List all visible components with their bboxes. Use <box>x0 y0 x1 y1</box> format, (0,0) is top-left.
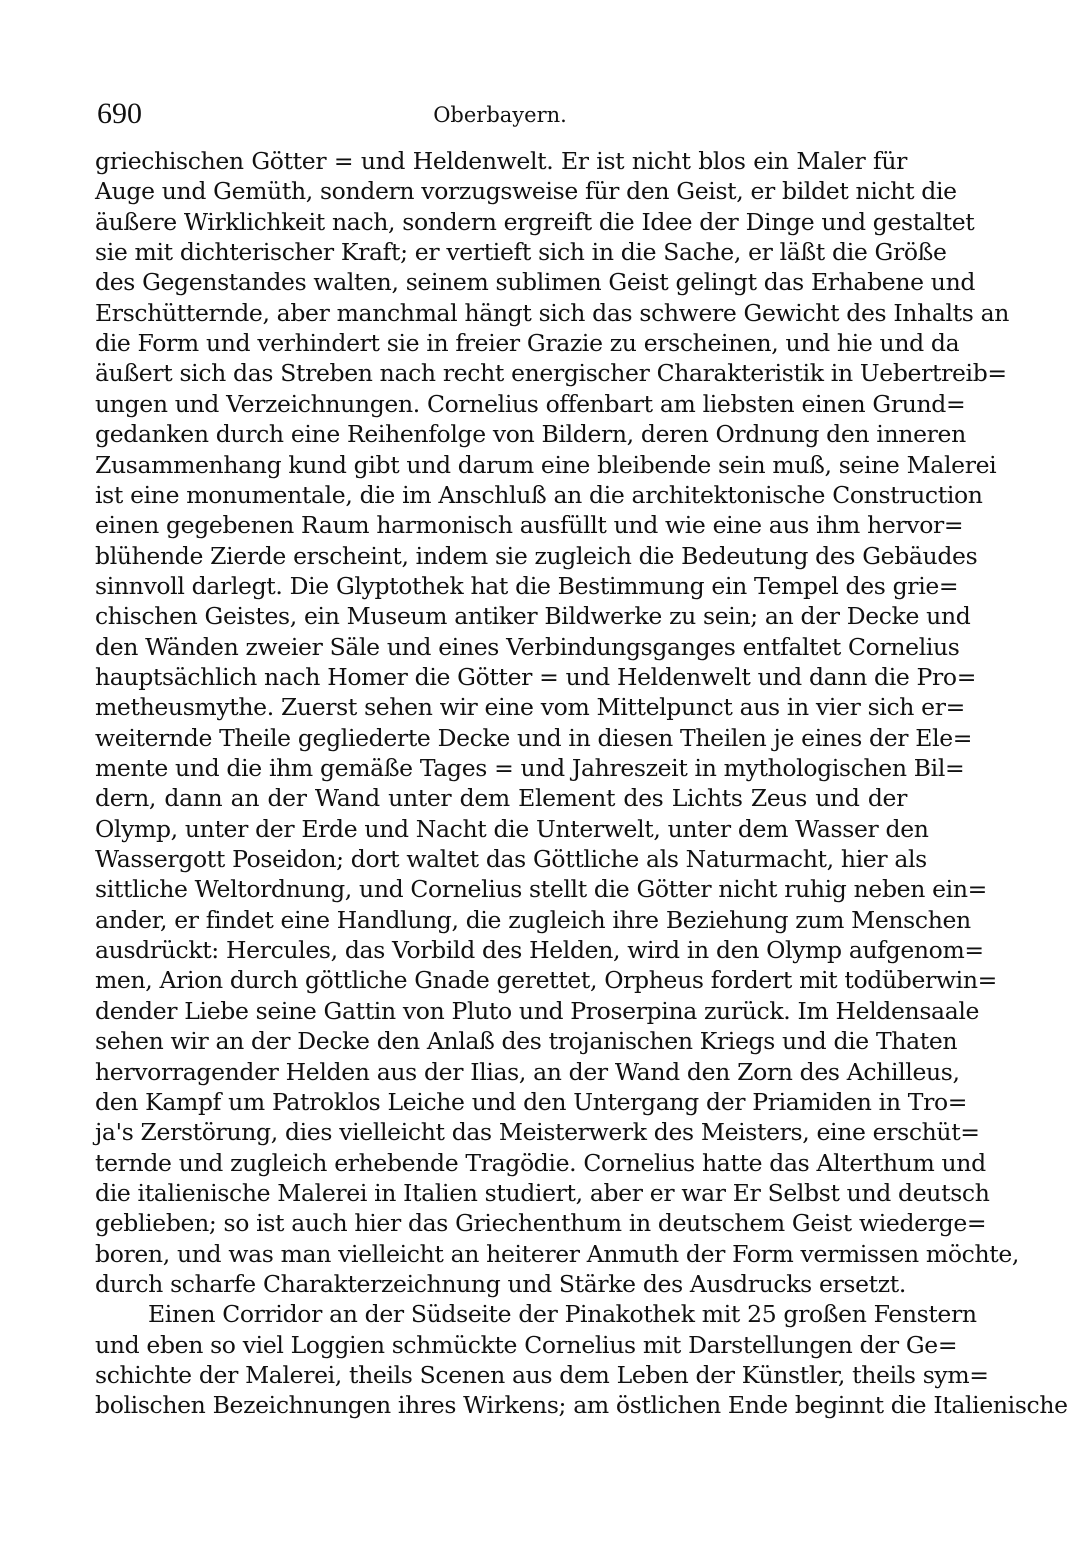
text-line: ist eine monumentale, die im Anschluß an die architektonische Construction <box>95 481 983 509</box>
text-line: bolischen Bezeichnungen ihres Wirkens; am östlichen Ende beginnt die Italienische <box>95 1391 1068 1419</box>
text-line: ternde und zugleich erhebende Tragödie. Cornelius hatte das Alterthum und <box>95 1149 986 1177</box>
text-line: dender Liebe seine Gattin von Pluto und Proserpina zurück. Im Heldensaale <box>95 997 980 1025</box>
running-head: Oberbayern. <box>433 103 567 127</box>
text-line: Einen Corridor an der Südseite der Pinakothek mit 25 großen Fenstern <box>148 1300 977 1328</box>
text-line: geblieben; so ist auch hier das Griechenthum in deutschem Geist wiederge= <box>95 1209 987 1237</box>
text-line: hauptsächlich nach Homer die Götter = und Heldenwelt und dann die Pro= <box>95 663 977 691</box>
text-line: die Form und verhindert sie in freier Grazie zu erscheinen, und hie und da <box>95 329 960 357</box>
text-line: Olymp, unter der Erde und Nacht die Unterwelt, unter dem Wasser den <box>95 815 929 843</box>
text-line: Wassergott Poseidon; dort waltet das Göttliche als Naturmacht, hier als <box>95 845 927 873</box>
text-line: blühende Zierde erscheint, indem sie zugleich die Bedeutung des Gebäudes <box>95 542 978 570</box>
text-line: griechischen Götter = und Heldenwelt. Er ist nicht blos ein Maler für <box>95 147 907 175</box>
text-line: den Wänden zweier Säle und eines Verbindungsganges entfaltet Cornelius <box>95 633 960 661</box>
text-line: durch scharfe Charakterzeichnung und Stärke des Ausdrucks ersetzt. <box>95 1270 906 1298</box>
text-line: metheusmythe. Zuerst sehen wir eine vom Mittelpunct aus in vier sich er= <box>95 693 965 721</box>
text-line: den Kampf um Patroklos Leiche und den Untergang der Priamiden in Tro= <box>95 1088 968 1116</box>
text-line: sehen wir an der Decke den Anlaß des trojanischen Kriegs und die Thaten <box>95 1027 958 1055</box>
text-line: ja's Zerstörung, dies vielleicht das Meisterwerk des Meisters, eine erschüt= <box>95 1118 980 1146</box>
text-line: Erschütternde, aber manchmal hängt sich das schwere Gewicht des Inhalts an <box>95 299 1010 327</box>
page-number: 690 <box>97 97 142 130</box>
text-line: Zusammenhang kund gibt und darum eine bleibende sein muß, seine Malerei <box>95 451 997 479</box>
text-line: ungen und Verzeichnungen. Cornelius offenbart am liebsten einen Grund= <box>95 390 966 418</box>
text-line: äußere Wirklichkeit nach, sondern ergreift die Idee der Dinge und gestaltet <box>95 208 975 236</box>
text-line: mente und die ihm gemäße Tages = und Jahreszeit in mythologischen Bil= <box>95 754 965 782</box>
text-line: die italienische Malerei in Italien studiert, aber er war Er Selbst und deutsch <box>95 1179 990 1207</box>
text-line: schichte der Malerei, theils Scenen aus dem Leben der Künstler, theils sym= <box>95 1361 989 1389</box>
text-line: und eben so viel Loggien schmückte Cornelius mit Darstellungen der Ge= <box>95 1331 958 1359</box>
text-line: chischen Geistes, ein Museum antiker Bildwerke zu sein; an der Decke und <box>95 602 971 630</box>
text-line: ausdrückt: Hercules, das Vorbild des Helden, wird in den Olymp aufgenom= <box>95 936 984 964</box>
text-line: weiternde Theile gegliederte Decke und in diesen Theilen je eines der Ele= <box>95 724 973 752</box>
text-line: men, Arion durch göttliche Gnade gerettet, Orpheus fordert mit todüberwin= <box>95 966 997 994</box>
text-line: gedanken durch eine Reihenfolge von Bildern, deren Ordnung den inneren <box>95 420 966 448</box>
text-line: hervorragender Helden aus der Ilias, an der Wand den Zorn des Achilleus, <box>95 1058 960 1086</box>
text-line: boren, und was man vielleicht an heiterer Anmuth der Form vermissen möchte, <box>95 1240 1020 1268</box>
text-line: sinnvoll darlegt. Die Glyptothek hat die Bestimmung ein Tempel des grie= <box>95 572 959 600</box>
text-line: ander, er findet eine Handlung, die zugleich ihre Beziehung zum Menschen <box>95 906 971 934</box>
text-line: sittliche Weltordnung, und Cornelius stellt die Götter nicht ruhig neben ein= <box>95 875 987 903</box>
text-line: dern, dann an der Wand unter dem Element des Lichts Zeus und der <box>95 784 907 812</box>
text-line: sie mit dichterischer Kraft; er vertieft sich in die Sache, er läßt die Größe <box>95 238 947 266</box>
text-line: einen gegebenen Raum harmonisch ausfüllt und wie eine aus ihm hervor= <box>95 511 964 539</box>
text-line: äußert sich das Streben nach recht energischer Charakteristik in Uebertreib= <box>95 359 1007 387</box>
text-line: Auge und Gemüth, sondern vorzugsweise für den Geist, er bildet nicht die <box>95 177 957 205</box>
text-line: des Gegenstandes walten, seinem sublimen Geist gelingt das Erhabene und <box>95 268 976 296</box>
